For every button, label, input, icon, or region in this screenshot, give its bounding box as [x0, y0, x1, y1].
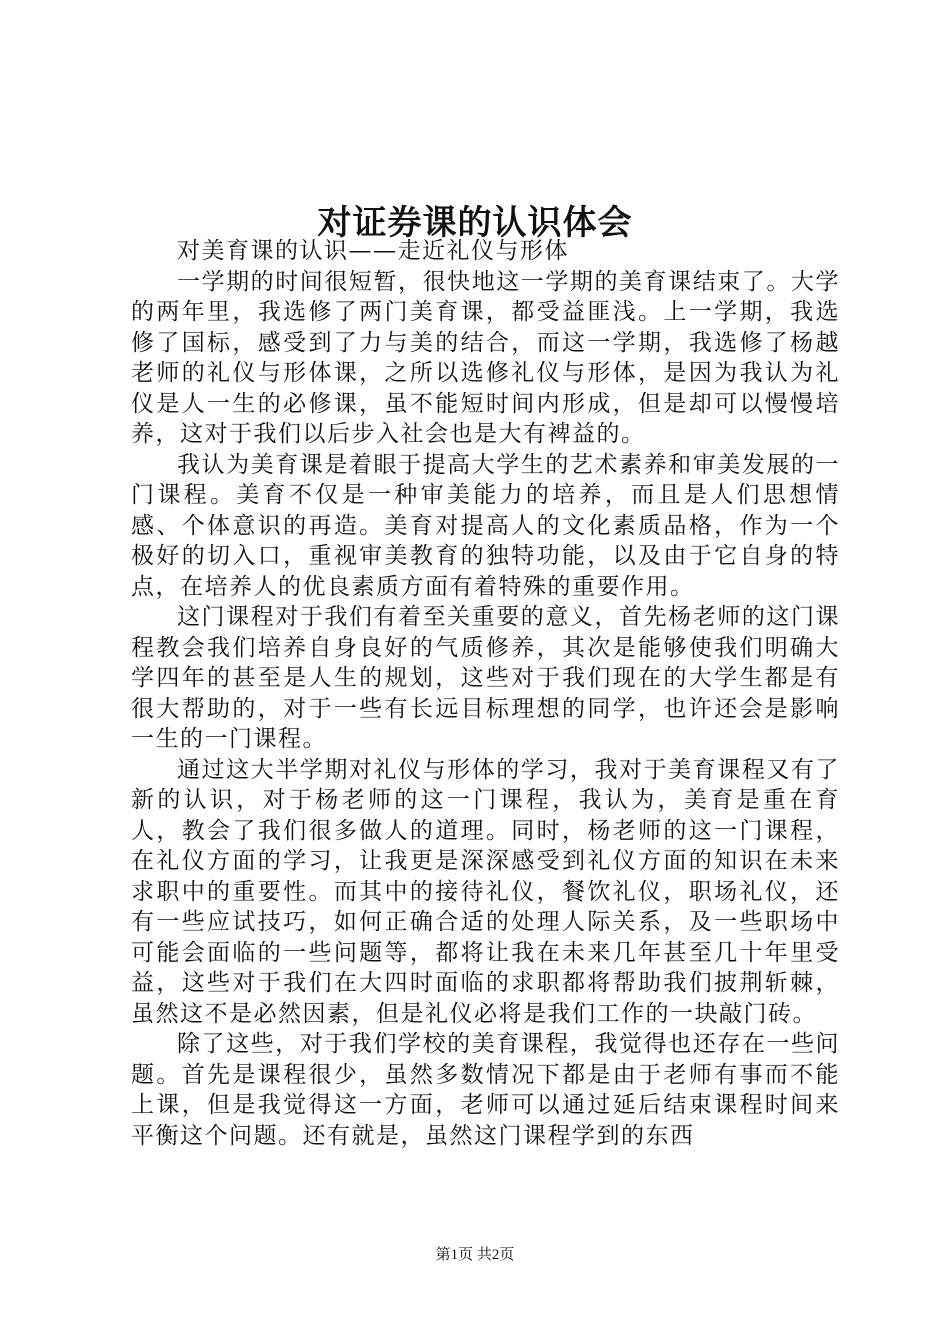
paragraph-subtitle: 对美育课的认识——走近礼仪与形体 — [177, 238, 569, 264]
paragraph: 通过这大半学期对礼仪与形体的学习，我对于美育课程又有了新的认识，对于杨老师的这一门课程，我认为，美育是重在育人，教会了我们很多做人的道理。同时，杨老师的这一门课程，在礼仪方面的学习，让我更是深深感受到礼仪方面的知识在未来求职中的重要性。而其中的接待礼仪，餐饮礼仪，职场礼仪，还有一些应试技巧，如何正确合适的处理人际关系，及一些职场中可能会面临的一些问题等，都将让我在未来几年甚至几十年里受益，这些对于我们在大四时面临的求职都将帮助我们披荆斩棘，虽然这不是必然因素，但是礼仪必将是我们工作的一块敲门砖。 — [131, 756, 840, 1027]
paragraph: 我认为美育课是着眼于提高大学生的艺术素养和审美发展的一门课程。美育不仅是一种审美能力的培养，而且是人们思想情感、个体意识的再造。美育对提高人的文化素质品格，作为一个极好的切入口，重视审美教育的独特功能，以及由于它自身的特点，在培养人的优良素质方面有着特殊的重要作用。 — [131, 451, 840, 600]
paragraph: 这门课程对于我们有着至关重要的意义，首先杨老师的这门课程教会我们培养自身良好的气质修养，其次是能够使我们明确大学四年的甚至是人生的规划，这些对于我们现在的大学生都是有很大帮助的，对于一些有长远目标理想的同学，也许还会是影响一生的一门课程。 — [131, 604, 840, 752]
document-body — [131, 236, 840, 1151]
document-title: 对证券课的认识体会 — [317, 202, 633, 243]
paragraph: 一学期的时间很短暂，很快地这一学期的美育课结束了。大学的两年里，我选修了两门美育课，都受益匪浅。上一学期，我选修了国标，感受到了力与美的结合，而这一学期，我选修了杨越老师的礼仪与形体课，之所以选修礼仪与形体，是因为我认为礼仪是人一生的必修课，虽不能短时间内形成，但是却可以慢慢培养，这对于我们以后步入社会也是大有裨益的。 — [131, 268, 840, 447]
page-footer: 第1页 共2页 — [435, 1247, 515, 1263]
paragraph: 除了这些，对于我们学校的美育课程，我觉得也还存在一些问题。首先是课程很少，虽然多数情况下都是由于老师有事而不能上课，但是我觉得这一方面，老师可以通过延后结束课程时间来平衡这个问题。还有就是，虽然这门课程学到的东西 — [131, 1031, 840, 1149]
